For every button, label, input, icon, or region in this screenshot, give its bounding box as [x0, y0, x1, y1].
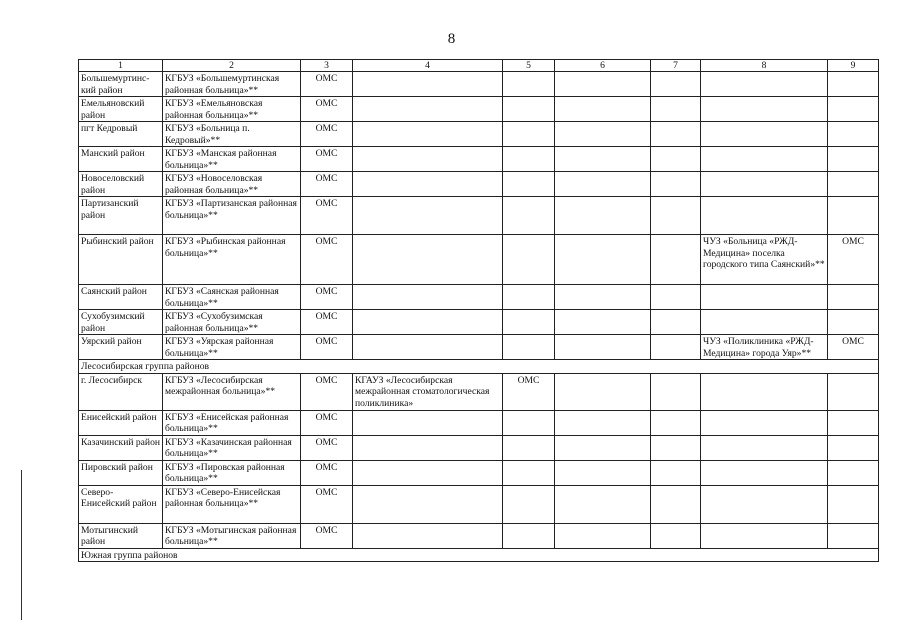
table-row: [79, 122, 879, 147]
table-row: [79, 410, 879, 435]
empty-cell: [555, 122, 651, 147]
column-header: 1: [79, 60, 163, 72]
extra-funding-cell: [503, 285, 555, 310]
empty-cell: [651, 172, 701, 197]
empty-cell: [555, 523, 651, 548]
empty-cell: [651, 197, 701, 235]
extra-funding-cell: [503, 97, 555, 122]
funding-cell: ОМС: [301, 435, 353, 460]
funding-cell: ОМС: [301, 373, 353, 410]
empty-cell: [651, 523, 701, 548]
railway-org-cell: [701, 147, 828, 172]
railway-org-cell: [701, 310, 828, 335]
railway-org-cell: [701, 373, 828, 410]
funding-cell: ОМС: [301, 460, 353, 485]
funding-cell: ОМС: [301, 410, 353, 435]
funding-cell: ОМС: [301, 523, 353, 548]
extra-funding-cell: [503, 410, 555, 435]
extra-funding-cell: [503, 335, 555, 360]
railway-funding-cell: ОМС: [828, 335, 879, 360]
table-body: [79, 72, 879, 562]
hospital-cell: КГБУЗ «Партизанская районная больница»**: [163, 197, 301, 235]
extra-org-cell: [353, 523, 503, 548]
extra-org-cell: [353, 410, 503, 435]
hospital-cell: КГБУЗ «Казачинская районная больница»**: [163, 435, 301, 460]
empty-cell: [651, 410, 701, 435]
column-header: 4: [353, 60, 503, 72]
railway-funding-cell: [828, 310, 879, 335]
railway-org-cell: ЧУЗ «Больница «РЖД-Медицина» поселка городского типа Саянский»**: [701, 235, 828, 285]
district-cell: Уярский район: [79, 335, 163, 360]
table-row: [79, 172, 879, 197]
railway-funding-cell: [828, 485, 879, 523]
railway-org-cell: [701, 72, 828, 97]
extra-org-cell: [353, 197, 503, 235]
railway-org-cell: [701, 460, 828, 485]
funding-cell: ОМС: [301, 97, 353, 122]
extra-org-cell: [353, 335, 503, 360]
railway-funding-cell: [828, 72, 879, 97]
extra-funding-cell: [503, 122, 555, 147]
empty-cell: [555, 197, 651, 235]
empty-cell: [651, 460, 701, 485]
extra-funding-cell: [503, 197, 555, 235]
empty-cell: [651, 310, 701, 335]
district-cell: Манский район: [79, 147, 163, 172]
district-cell: Рыбинский район: [79, 235, 163, 285]
extra-funding-cell: [503, 172, 555, 197]
column-header: 8: [701, 60, 828, 72]
railway-funding-cell: [828, 373, 879, 410]
empty-cell: [555, 172, 651, 197]
district-cell: Казачинский район: [79, 435, 163, 460]
table-row: [79, 373, 879, 410]
header-row: [79, 60, 879, 72]
empty-cell: [651, 122, 701, 147]
district-cell: г. Лесосибирск: [79, 373, 163, 410]
railway-funding-cell: [828, 172, 879, 197]
district-cell: Партизанский район: [79, 197, 163, 235]
funding-cell: ОМС: [301, 147, 353, 172]
empty-cell: [651, 97, 701, 122]
hospital-cell: КГБУЗ «Пировская районная больница»**: [163, 460, 301, 485]
empty-cell: [555, 235, 651, 285]
district-cell: Саянский район: [79, 285, 163, 310]
hospital-cell: КГБУЗ «Манская районная больница»**: [163, 147, 301, 172]
table-row: [79, 460, 879, 485]
extra-funding-cell: [503, 147, 555, 172]
extra-org-cell: [353, 147, 503, 172]
empty-cell: [651, 435, 701, 460]
column-header: 2: [163, 60, 301, 72]
railway-org-cell: [701, 122, 828, 147]
extra-org-cell: [353, 235, 503, 285]
hospital-cell: КГБУЗ «Саянская районная больница»**: [163, 285, 301, 310]
page-number: 8: [447, 31, 456, 47]
district-cell: Емельяновский район: [79, 97, 163, 122]
hospital-cell: КГБУЗ «Северо-Енисейская районная больница»**: [163, 485, 301, 523]
railway-org-cell: [701, 410, 828, 435]
empty-cell: [555, 460, 651, 485]
column-header: 6: [555, 60, 651, 72]
funding-cell: ОМС: [301, 122, 353, 147]
railway-funding-cell: [828, 197, 879, 235]
column-header: 5: [503, 60, 555, 72]
funding-cell: ОМС: [301, 335, 353, 360]
group-label: Лесосибирская группа районов: [79, 360, 879, 374]
table-row: [79, 523, 879, 548]
railway-funding-cell: [828, 122, 879, 147]
extra-org-cell: [353, 285, 503, 310]
railway-org-cell: [701, 197, 828, 235]
district-cell: Большемуртинс-кий район: [79, 72, 163, 97]
hospital-cell: КГБУЗ «Новоселовская районная больница»**: [163, 172, 301, 197]
table-row: [79, 147, 879, 172]
table-row: [79, 335, 879, 360]
funding-cell: ОМС: [301, 72, 353, 97]
extra-org-cell: [353, 122, 503, 147]
table-row: [79, 435, 879, 460]
hospital-cell: КГБУЗ «Емельяновская районная больница»**: [163, 97, 301, 122]
railway-org-cell: [701, 523, 828, 548]
table-row: [79, 235, 879, 285]
hospital-cell: КГБУЗ «Лесосибирская межрайонная больница»**: [163, 373, 301, 410]
hospital-cell: КГБУЗ «Уярская районная больница»**: [163, 335, 301, 360]
funding-cell: ОМС: [301, 172, 353, 197]
funding-cell: ОМС: [301, 235, 353, 285]
group-row: [79, 360, 879, 374]
district-cell: пгт Кедровый: [79, 122, 163, 147]
railway-funding-cell: [828, 410, 879, 435]
empty-cell: [555, 310, 651, 335]
hospital-cell: КГБУЗ «Сухобузимская районная больница»**: [163, 310, 301, 335]
railway-funding-cell: [828, 435, 879, 460]
extra-org-cell: [353, 97, 503, 122]
funding-cell: ОМС: [301, 485, 353, 523]
empty-cell: [651, 235, 701, 285]
empty-cell: [555, 72, 651, 97]
district-cell: Мотыгинский район: [79, 523, 163, 548]
railway-funding-cell: [828, 460, 879, 485]
district-cell: Енисейский район: [79, 410, 163, 435]
extra-funding-cell: [503, 235, 555, 285]
empty-cell: [555, 97, 651, 122]
railway-org-cell: [701, 285, 828, 310]
railway-funding-cell: [828, 285, 879, 310]
extra-org-cell: КГАУЗ «Лесосибирская межрайонная стоматологическая поликлиника»: [353, 373, 503, 410]
table-row: [79, 197, 879, 235]
extra-org-cell: [353, 460, 503, 485]
extra-org-cell: [353, 310, 503, 335]
empty-cell: [555, 410, 651, 435]
margin-rule: [21, 470, 22, 620]
district-cell: Пировский район: [79, 460, 163, 485]
extra-org-cell: [353, 172, 503, 197]
empty-cell: [555, 285, 651, 310]
empty-cell: [651, 285, 701, 310]
empty-cell: [555, 485, 651, 523]
column-header: 9: [828, 60, 879, 72]
extra-org-cell: [353, 485, 503, 523]
hospital-table: [78, 59, 879, 562]
hospital-cell: КГБУЗ «Больница п. Кедровый»**: [163, 122, 301, 147]
empty-cell: [651, 335, 701, 360]
empty-cell: [555, 147, 651, 172]
railway-funding-cell: [828, 97, 879, 122]
extra-funding-cell: [503, 523, 555, 548]
railway-org-cell: [701, 97, 828, 122]
railway-org-cell: [701, 172, 828, 197]
hospital-cell: КГБУЗ «Большемуртинская районная больница»**: [163, 72, 301, 97]
railway-org-cell: [701, 485, 828, 523]
railway-funding-cell: ОМС: [828, 235, 879, 285]
column-header: 7: [651, 60, 701, 72]
empty-cell: [555, 335, 651, 360]
hospital-cell: КГБУЗ «Рыбинская районная больница»**: [163, 235, 301, 285]
empty-cell: [555, 373, 651, 410]
table-row: [79, 285, 879, 310]
table-row: [79, 310, 879, 335]
table-row: [79, 72, 879, 97]
funding-cell: ОМС: [301, 197, 353, 235]
group-row: [79, 548, 879, 562]
railway-funding-cell: [828, 147, 879, 172]
extra-funding-cell: [503, 310, 555, 335]
empty-cell: [555, 435, 651, 460]
hospital-cell: КГБУЗ «Енисейская районная больница»**: [163, 410, 301, 435]
empty-cell: [651, 373, 701, 410]
district-cell: Сухобузимский район: [79, 310, 163, 335]
railway-org-cell: [701, 435, 828, 460]
hospital-cell: КГБУЗ «Мотыгинская районная больница»**: [163, 523, 301, 548]
extra-funding-cell: [503, 72, 555, 97]
extra-funding-cell: ОМС: [503, 373, 555, 410]
district-cell: Северо-Енисейский район: [79, 485, 163, 523]
extra-funding-cell: [503, 460, 555, 485]
group-label: Южная группа районов: [79, 548, 879, 562]
extra-funding-cell: [503, 485, 555, 523]
district-cell: Новоселовский район: [79, 172, 163, 197]
extra-org-cell: [353, 435, 503, 460]
empty-cell: [651, 147, 701, 172]
railway-org-cell: ЧУЗ «Поликлиника «РЖД-Медицина» города Уяр»**: [701, 335, 828, 360]
table-row: [79, 485, 879, 523]
empty-cell: [651, 485, 701, 523]
extra-funding-cell: [503, 435, 555, 460]
table-row: [79, 97, 879, 122]
railway-funding-cell: [828, 523, 879, 548]
empty-cell: [651, 72, 701, 97]
column-header: 3: [301, 60, 353, 72]
funding-cell: ОМС: [301, 310, 353, 335]
funding-cell: ОМС: [301, 285, 353, 310]
extra-org-cell: [353, 72, 503, 97]
